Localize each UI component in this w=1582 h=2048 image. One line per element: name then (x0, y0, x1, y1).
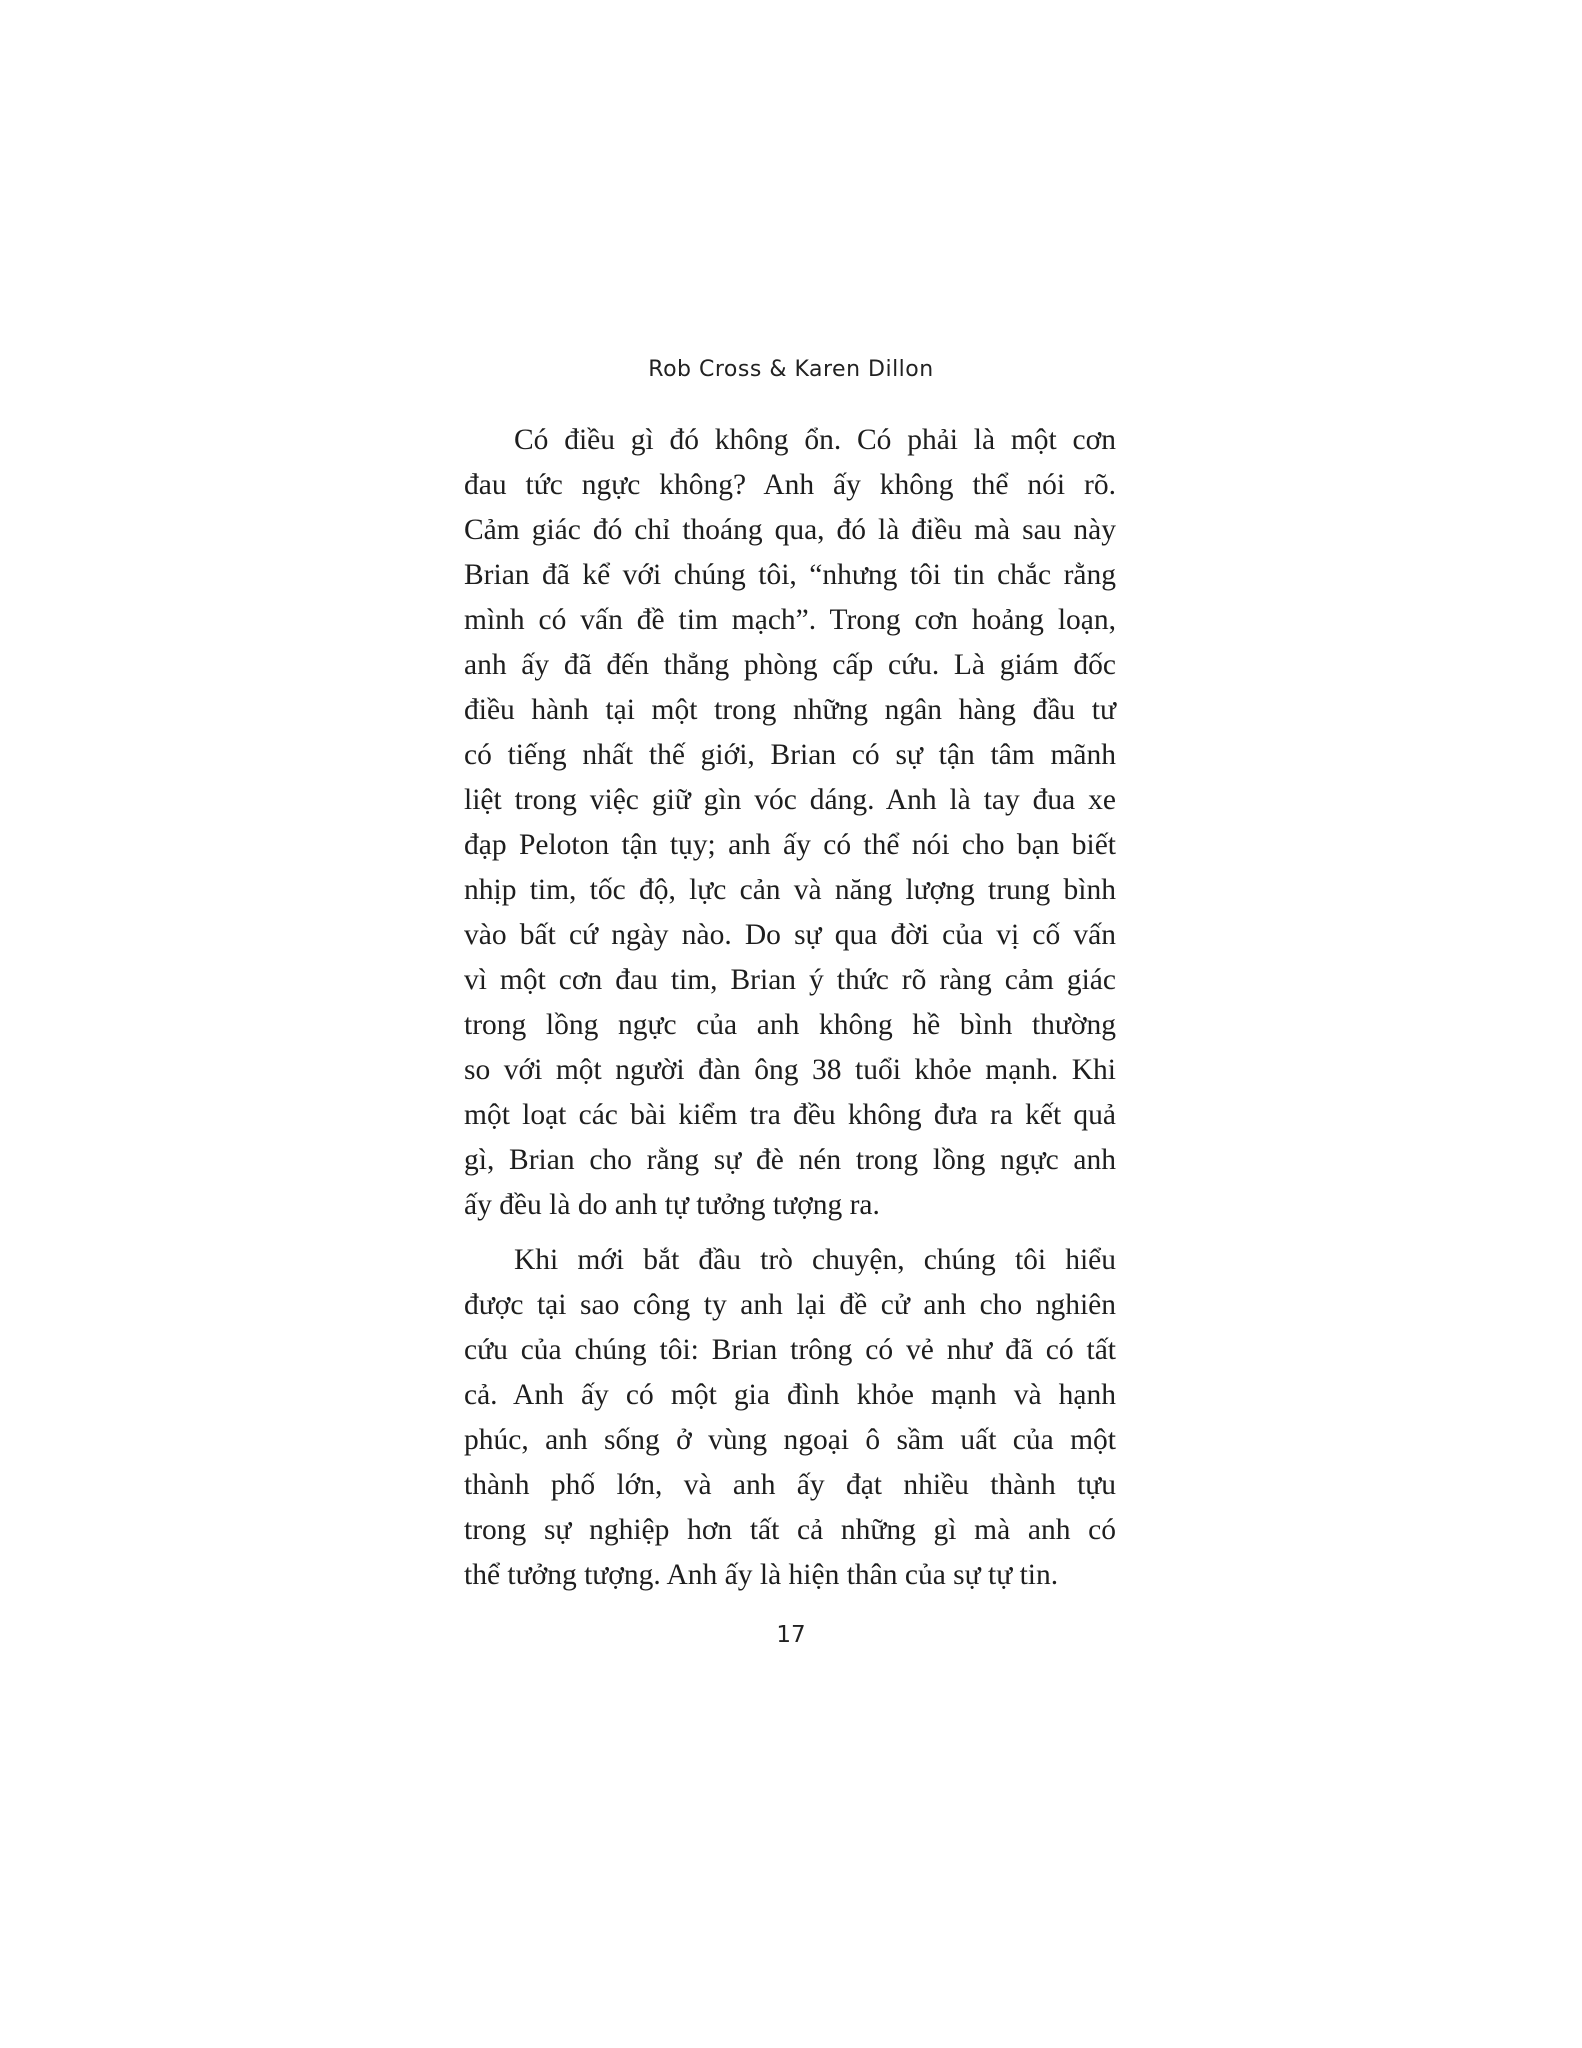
text-line: đạp Peloton tận tụy; anh ấy có thể nói cho bạn biết (464, 829, 1116, 861)
text-line: cứu của chúng tôi: Brian trông có vẻ như đã có tất (464, 1334, 1116, 1366)
text-line: Brian đã kể với chúng tôi, “nhưng tôi tin chắc rằng (464, 559, 1116, 591)
text-line: mình có vấn đề tim mạch”. Trong cơn hoảng loạn, (464, 604, 1116, 636)
paragraph-2 (464, 1238, 1116, 1598)
text-line: trong sự nghiệp hơn tất cả những gì mà anh có (464, 1514, 1116, 1546)
text-line: liệt trong việc giữ gìn vóc dáng. Anh là tay đua xe (464, 784, 1116, 816)
text-line: nhịp tim, tốc độ, lực cản và năng lượng trung bình (464, 874, 1116, 906)
running-header: Rob Cross & Karen Dillon (648, 357, 934, 382)
text-line: Cảm giác đó chỉ thoáng qua, đó là điều mà sau này (464, 514, 1116, 546)
text-line: ấy đều là do anh tự tưởng tượng ra. (464, 1189, 880, 1221)
paragraph-1 (464, 418, 1116, 1228)
text-line: điều hành tại một trong những ngân hàng đầu tư (464, 694, 1116, 726)
text-line: có tiếng nhất thế giới, Brian có sự tận tâm mãnh (464, 739, 1116, 771)
text-line: đau tức ngực không? Anh ấy không thể nói rõ. (464, 469, 1116, 501)
text-line: Có điều gì đó không ổn. Có phải là một cơn (514, 424, 1116, 456)
text-line: phúc, anh sống ở vùng ngoại ô sầm uất của một (464, 1424, 1116, 1456)
paragraph-spacer (464, 1228, 1116, 1238)
text-line: thành phố lớn, và anh ấy đạt nhiều thành tựu (464, 1469, 1116, 1501)
text-line: được tại sao công ty anh lại đề cử anh cho nghiên (464, 1289, 1116, 1321)
text-line: một loạt các bài kiểm tra đều không đưa ra kết quả (464, 1099, 1116, 1131)
text-line: thể tưởng tượng. Anh ấy là hiện thân của sự tự tin. (464, 1559, 1059, 1591)
text-line: vì một cơn đau tim, Brian ý thức rõ ràng cảm giác (464, 964, 1116, 996)
page-number: 17 (776, 1622, 806, 1648)
text-line: Khi mới bắt đầu trò chuyện, chúng tôi hiểu (514, 1244, 1116, 1276)
text-line: so với một người đàn ông 38 tuổi khỏe mạnh. Khi (464, 1054, 1116, 1086)
text-line: cả. Anh ấy có một gia đình khỏe mạnh và hạnh (464, 1379, 1116, 1411)
body-text (464, 418, 1116, 1598)
text-line: anh ấy đã đến thẳng phòng cấp cứu. Là giám đốc (464, 649, 1116, 681)
text-line: trong lồng ngực của anh không hề bình thường (464, 1009, 1116, 1041)
text-line: gì, Brian cho rằng sự đè nén trong lồng ngực anh (464, 1144, 1116, 1176)
text-line: vào bất cứ ngày nào. Do sự qua đời của vị cố vấn (464, 919, 1116, 951)
